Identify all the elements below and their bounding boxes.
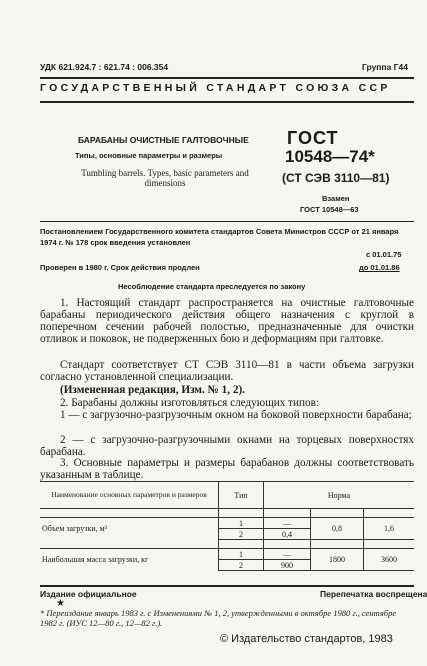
paragraph-correspondence: Стандарт соответствует СТ СЭВ 3110—81 в части объема загрузки согласно установленной специализации. [40, 359, 414, 383]
effective-date: с 01.01.75 [366, 250, 402, 259]
table-row [40, 518, 414, 529]
paragraph-scope: 1. Настоящий стандарт распространяется на очистные галтовочные барабаны периодического действия общего назначения с круглой в поперечном сечении рабочей полостью, предназначенные для очистки отливок и поковок, не подверженных бою и деформациям при галтовке. [40, 297, 414, 345]
state-standard-heading: ГОСУДАРСТВЕННЫЙ СТАНДАРТ СОЮЗА ССР [40, 82, 391, 94]
paragraph-types-intro: 2. Барабаны должны изготовляться следующих типов: [60, 397, 319, 409]
edition-label: Издание официальное [40, 589, 137, 599]
paragraph-parameters: 3. Основные параметры и размеры барабанов должны соответствовать указанным в таблице. [40, 457, 414, 481]
reprint-footnote: * Переиздание январь 1983 г. с Изменениями № 1, 2, утвержденными в октябре 1980 г., сентябре 1982 г. (ИУС 12—80 г., 12—82 г.). [40, 608, 397, 628]
footer-rule [40, 585, 414, 587]
row-value: — [264, 518, 311, 529]
row-value: 1800 [311, 549, 364, 571]
copyright-notice: © Издательство стандартов, 1983 [220, 633, 393, 645]
document-title: БАРАБАНЫ ОЧИСТНЫЕ ГАЛТОВОЧНЫЕ [78, 135, 249, 145]
table-spacer-row [40, 509, 414, 518]
header-rule [40, 101, 414, 103]
gost-number: 10548—74* [285, 147, 375, 166]
row-name: Наибольшая масса загрузки, кг [40, 549, 219, 571]
group-code: Группа Г44 [362, 62, 408, 72]
star-icon: ★ [56, 598, 65, 609]
st-sev-reference: (СТ СЭВ 3110—81) [282, 171, 390, 185]
document-title-english: Tumbling barrels. Types, basic parameters and dimensions [81, 168, 249, 188]
row-type: 1 [219, 549, 264, 560]
udk-code: УДК 621.924.7 : 621.74 : 006.354 [40, 62, 169, 72]
row-value: 900 [264, 560, 311, 571]
table-header-row [40, 482, 414, 509]
expiry-date: до 01.01.86 [359, 263, 400, 272]
row-type: 1 [219, 518, 264, 529]
parameters-table [40, 481, 414, 571]
row-type: 2 [219, 560, 264, 571]
row-value: 0,8 [311, 518, 364, 540]
table-spacer-row [40, 540, 414, 549]
top-rule [40, 77, 414, 79]
paragraph-type-2: 2 — с загрузочно-разгрузочными окнами на торцевых поверхностях барабана. [40, 434, 414, 458]
reprint-notice: Перепечатка воспрещена [320, 589, 427, 599]
paragraph-amendment: (Измененная редакция, Изм. № 1, 2). [60, 384, 245, 396]
row-name: Объем загрузки, м³ [40, 518, 219, 540]
replaced-standard: ГОСТ 10548—63 [300, 205, 359, 214]
header-parameter-name: Наименование основных параметров и размеров [40, 482, 219, 509]
penalty-note: Несоблюдение стандарта преследуется по закону [118, 282, 306, 291]
header-norm: Норма [264, 482, 415, 509]
row-value: 3600 [364, 549, 415, 571]
row-value: 0,4 [264, 529, 311, 540]
checked-note: Проверен в 1980 г. Срок действия продлен [40, 263, 200, 272]
replaced-label: Взамен [322, 194, 350, 203]
row-value: — [264, 549, 311, 560]
gost-label: ГОСТ [287, 128, 339, 148]
row-type: 2 [219, 529, 264, 540]
header-type: Тип [219, 482, 264, 509]
decree-text: Постановлением Государственного комитета стандартов Совета Министров СССР от 21 января 1974 г. № 178 срок введения установлен [40, 227, 399, 247]
row-value: 1,6 [364, 518, 415, 540]
table-row [40, 549, 414, 560]
paragraph-type-1: 1 — с загрузочно-разгрузочным окном на боковой поверхности барабана; [60, 409, 412, 421]
document-subtitle: Типы, основные параметры и размеры [75, 151, 223, 160]
section-rule [40, 221, 414, 222]
